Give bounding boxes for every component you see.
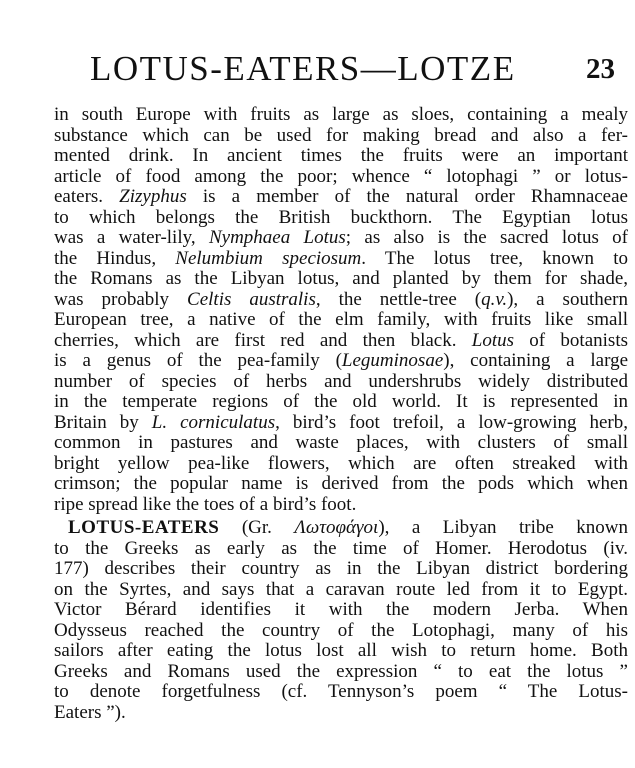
text-line: in south Europe with fruits as large as sloes, containing a mealy [54,104,628,125]
text-line: Odysseus reached the country of the Lotophagi, many of his [54,619,628,641]
italic-term: Zizyphus [119,186,187,207]
text-line: is a genus of the pea-family (Leguminosae), containing a large [54,350,629,371]
text-line: substance which can be used for making bread and also a fer- [54,124,628,146]
body-text [54,105,628,723]
text-line: to which belongs the British buckthorn. The Egyptian lotus [54,206,628,228]
italic-term: Nelumbium speciosum [175,247,362,269]
text-line: common in pastures and waste places, with clusters of small [54,432,628,453]
text-line: ripe spread like the toes of a bird’s foot. [54,493,357,515]
text-line: Britain by L. corniculatus, bird’s foot trefoil, a low-growing herb, [54,411,628,433]
text-line: the Romans as the Libyan lotus, and planted by them for shade, [54,268,628,289]
page-header [0,45,635,93]
text-line: mented drink. In ancient times the fruits were an important [54,145,628,166]
text-line: crimson; the popular name is derived from the pods which when [54,473,628,494]
text-line: was a water-lily, Nymphaea Lotus; as also is the sacred lotus of [54,227,628,248]
italic-term: Celtis australis [187,288,316,310]
text-line: eaters. Zizyphus is a member of the natural order Rhamnaceae [54,186,628,207]
text-line: to the Greeks as early as the time of Homer. Herodotus (iv. [54,537,628,559]
running-head: LOTUS-EATERS—LOTZE [90,49,516,88]
text-line: Victor Bérard identifies it with the modern Jerba. When [54,599,628,620]
text-line: to denote forgetfulness (cf. Tennyson’s poem “ The Lotus- [54,681,628,702]
greek-term: Λωτοφάγοι [294,517,379,538]
entry-headword: LOTUS-EATERS [68,517,220,538]
text-line: cherries, which are first red and then black. Lotus of botanists [54,329,628,351]
text-line: bright yellow pea-like flowers, which are often streaked with [54,452,628,474]
italic-term: Leguminosae [341,350,444,371]
text-line: European tree, a native of the elm family, with fruits like small [54,309,628,330]
text-line: LOTUS-EATERS (Gr. Λωτοφάγοι), a Libyan tribe known [68,517,629,538]
italic-term: q.v. [481,288,508,310]
text-line: in the temperate regions of the old world. It is represented in [54,391,628,412]
text-line: 177) describes their country as in the Libyan district bordering [54,558,628,579]
text-line: sailors after eating the lotus lost all wish to return home. Both [54,640,628,661]
text-line: Eaters ”). [54,701,126,723]
text-line: article of food among the poor; whence “ lotophagi ” or lotus- [54,165,628,187]
paragraph-lotus-eaters [54,518,628,723]
text-line: on the Syrtes, and says that a caravan route led from it to Egypt. [54,578,628,600]
page-number: 23 [586,53,615,85]
text-line: was probably Celtis australis, the nettle-tree (q.v.), a southern [54,288,628,310]
italic-term: Nymphaea Lotus [208,227,346,248]
paragraph-lotus [54,105,628,515]
italic-term: L. corniculatus [151,411,276,433]
text-line: number of species of herbs and undershrubs widely distributed [54,370,628,392]
text-line: Greeks and Romans used the expression “ to eat the lotus ” [54,660,628,682]
text-line: the Hindus, Nelumbium speciosum. The lotus tree, known to [54,247,628,269]
italic-term: Lotus [471,329,515,351]
